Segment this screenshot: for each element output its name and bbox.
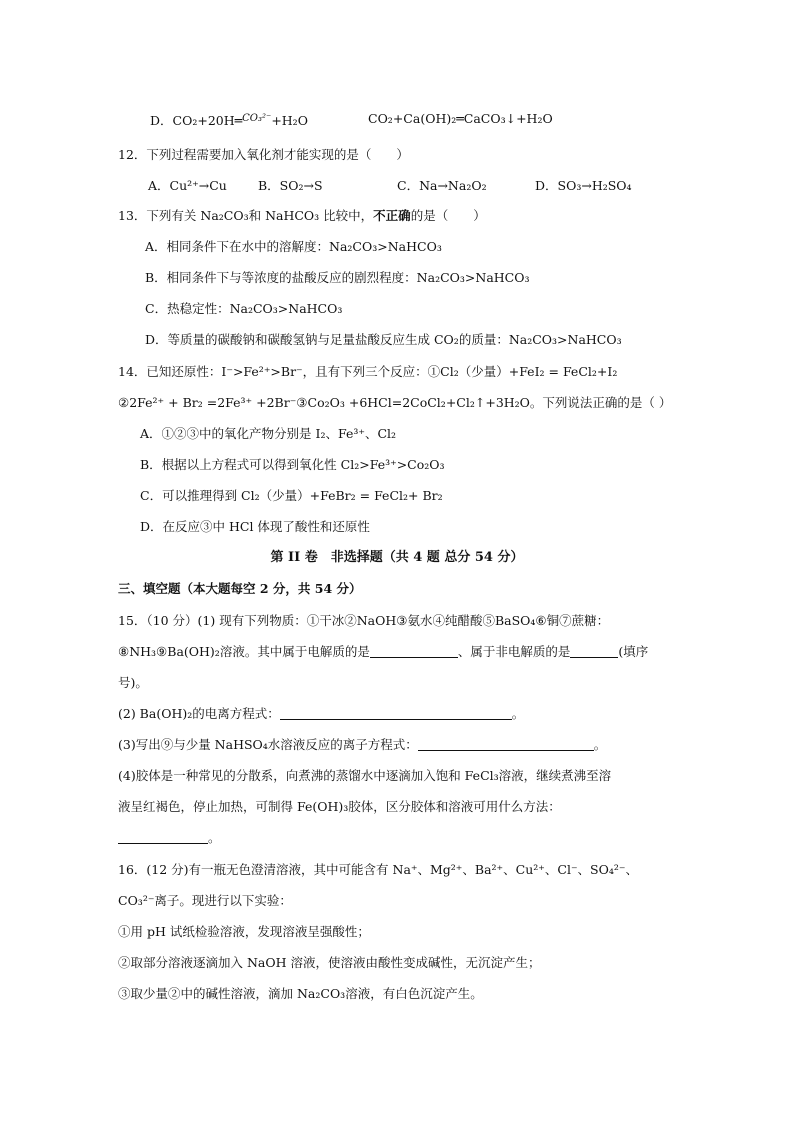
q11-option-d-ion: CO₃²⁻ [242,113,272,124]
q11-option-d-left: D．CO₂+20H═ [150,113,243,128]
q15-line-2-part-c: (填序 [618,644,649,659]
q13-stem-before: 13．下列有关 Na₂CO₃和 NaHCO₃ 比较中， [118,208,374,223]
q11-option-d [150,110,308,130]
q15-part-2 [118,705,524,723]
q15-line-2-part-b: 、属于非电解质的是 [457,644,571,659]
q13-stem-after: 的是（ ） [410,208,486,223]
q15-ionic-equation-blank[interactable] [418,737,594,751]
q13-option-d: D．等质量的碳酸钠和碳酸氢钠与足量盐酸反应生成 CO₂的质量：Na₂CO₃>NaHCO₃ [145,332,622,347]
q15-line-1: 15．（10 分）(1) 现有下列物质：①干冰②NaOH③氨水④纯醋酸⑤BaSO₄⑥铜⑦蔗糖： [118,613,610,628]
q15-part-4-line-2: 液呈红褐色，停止加热，可制得 Fe(OH)₃胶体，区分胶体和溶液可用什么方法： [118,799,561,814]
q15-ionization-equation-blank[interactable] [280,706,512,720]
section-3-title: 三、填空题（本大题每空 2 分，共 54 分） [118,581,362,596]
q12-option-d: D．SO₃→H₂SO₄ [535,178,632,193]
q15-part-2-end: 。 [511,706,525,721]
q16-step-3: ③取少量②中的碱性溶液，滴加 Na₂CO₃溶液，有白色沉淀产生。 [118,986,483,1001]
q16-line-2: CO₃²⁻离子。现进行以下实验： [118,893,292,908]
part-2-title: 第 II 卷 非选择题（共 4 题 总分 54 分） [270,550,524,565]
q13-stem [118,207,486,225]
q15-line-2-part-a: ⑧NH₃⑨Ba(OH)₂溶液。其中属于电解质的是 [118,644,370,659]
q12-stem: 12．下列过程需要加入氧化剂才能实现的是（ ） [118,147,409,162]
q11-option-d-right: CO₂+Ca(OH)₂═CaCO₃↓+H₂O [368,111,553,126]
q15-electrolyte-blank[interactable] [370,644,458,658]
q15-part-3-text: (3)写出⑨与少量 NaHSO₄水溶液反应的离子方程式： [118,737,418,752]
q11-option-d-mid: +H₂O [271,113,308,128]
q13-option-a: A．相同条件下在水中的溶解度：Na₂CO₃>NaHCO₃ [145,239,442,254]
q15-line-2 [118,643,648,661]
q12-option-b: B．SO₂→S [258,178,323,193]
q15-line-3: 号)。 [118,675,148,690]
q14-option-b: B．根据以上方程式可以得到氧化性 Cl₂>Fe³⁺>Co₂O₃ [140,457,445,472]
q16-step-2: ②取部分溶液逐滴加入 NaOH 溶液，使溶液由酸性变成碱性，无沉淀产生； [118,955,541,970]
q15-colloid-method-blank[interactable] [118,830,208,844]
q14-option-a: A．①②③中的氧化产物分别是 I₂、Fe³⁺、Cl₂ [140,426,397,441]
q13-option-c: C．热稳定性：Na₂CO₃>NaHCO₃ [145,301,343,316]
q16-step-1: ①用 pH 试纸检验溶液，发现溶液呈强酸性； [118,924,370,939]
q13-option-b: B．相同条件下与等浓度的盐酸反应的剧烈程度：Na₂CO₃>NaHCO₃ [145,270,530,285]
q14-option-c: C．可以推理得到 Cl₂（少量）+FeBr₂ = FeCl₂+ Br₂ [140,488,443,503]
q15-part-4-line-3 [118,829,221,847]
q16-line-1: 16．(12 分)有一瓶无色澄清溶液，其中可能含有 Na⁺、Mg²⁺、Ba²⁺、Cu²⁺、Cl⁻、SO₄²⁻、 [118,862,638,877]
q15-part-3-end: 。 [593,737,607,752]
q14-option-d: D．在反应③中 HCl 体现了酸性和还原性 [140,519,370,534]
q14-line-2: ②2Fe²⁺ + Br₂ =2Fe³⁺ +2Br⁻③Co₂O₃ +6HCl=2CoCl₂+Cl₂↑+3H₂O。下列说法正确的是（ ） [118,395,672,410]
q15-part-2-text: (2) Ba(OH)₂的电离方程式： [118,706,280,721]
q13-stem-emphasis: 不正确 [373,208,411,223]
q15-part-4-line-1: (4)胶体是一种常见的分散系，向煮沸的蒸馏水中逐滴加入饱和 FeCl₃溶液，继续煮沸至溶 [118,768,612,783]
q14-line-1: 14．已知还原性：I⁻>Fe²⁺>Br⁻，且有下列三个反应：①Cl₂（少量）+FeI₂ = FeCl₂+I₂ [118,364,618,379]
q15-part-4-end: 。 [208,830,221,845]
q12-option-c: C．Na→Na₂O₂ [397,178,487,193]
q15-part-3 [118,736,606,754]
q15-nonelectrolyte-blank[interactable] [570,644,618,658]
q12-option-a: A．Cu²⁺→Cu [148,178,227,193]
